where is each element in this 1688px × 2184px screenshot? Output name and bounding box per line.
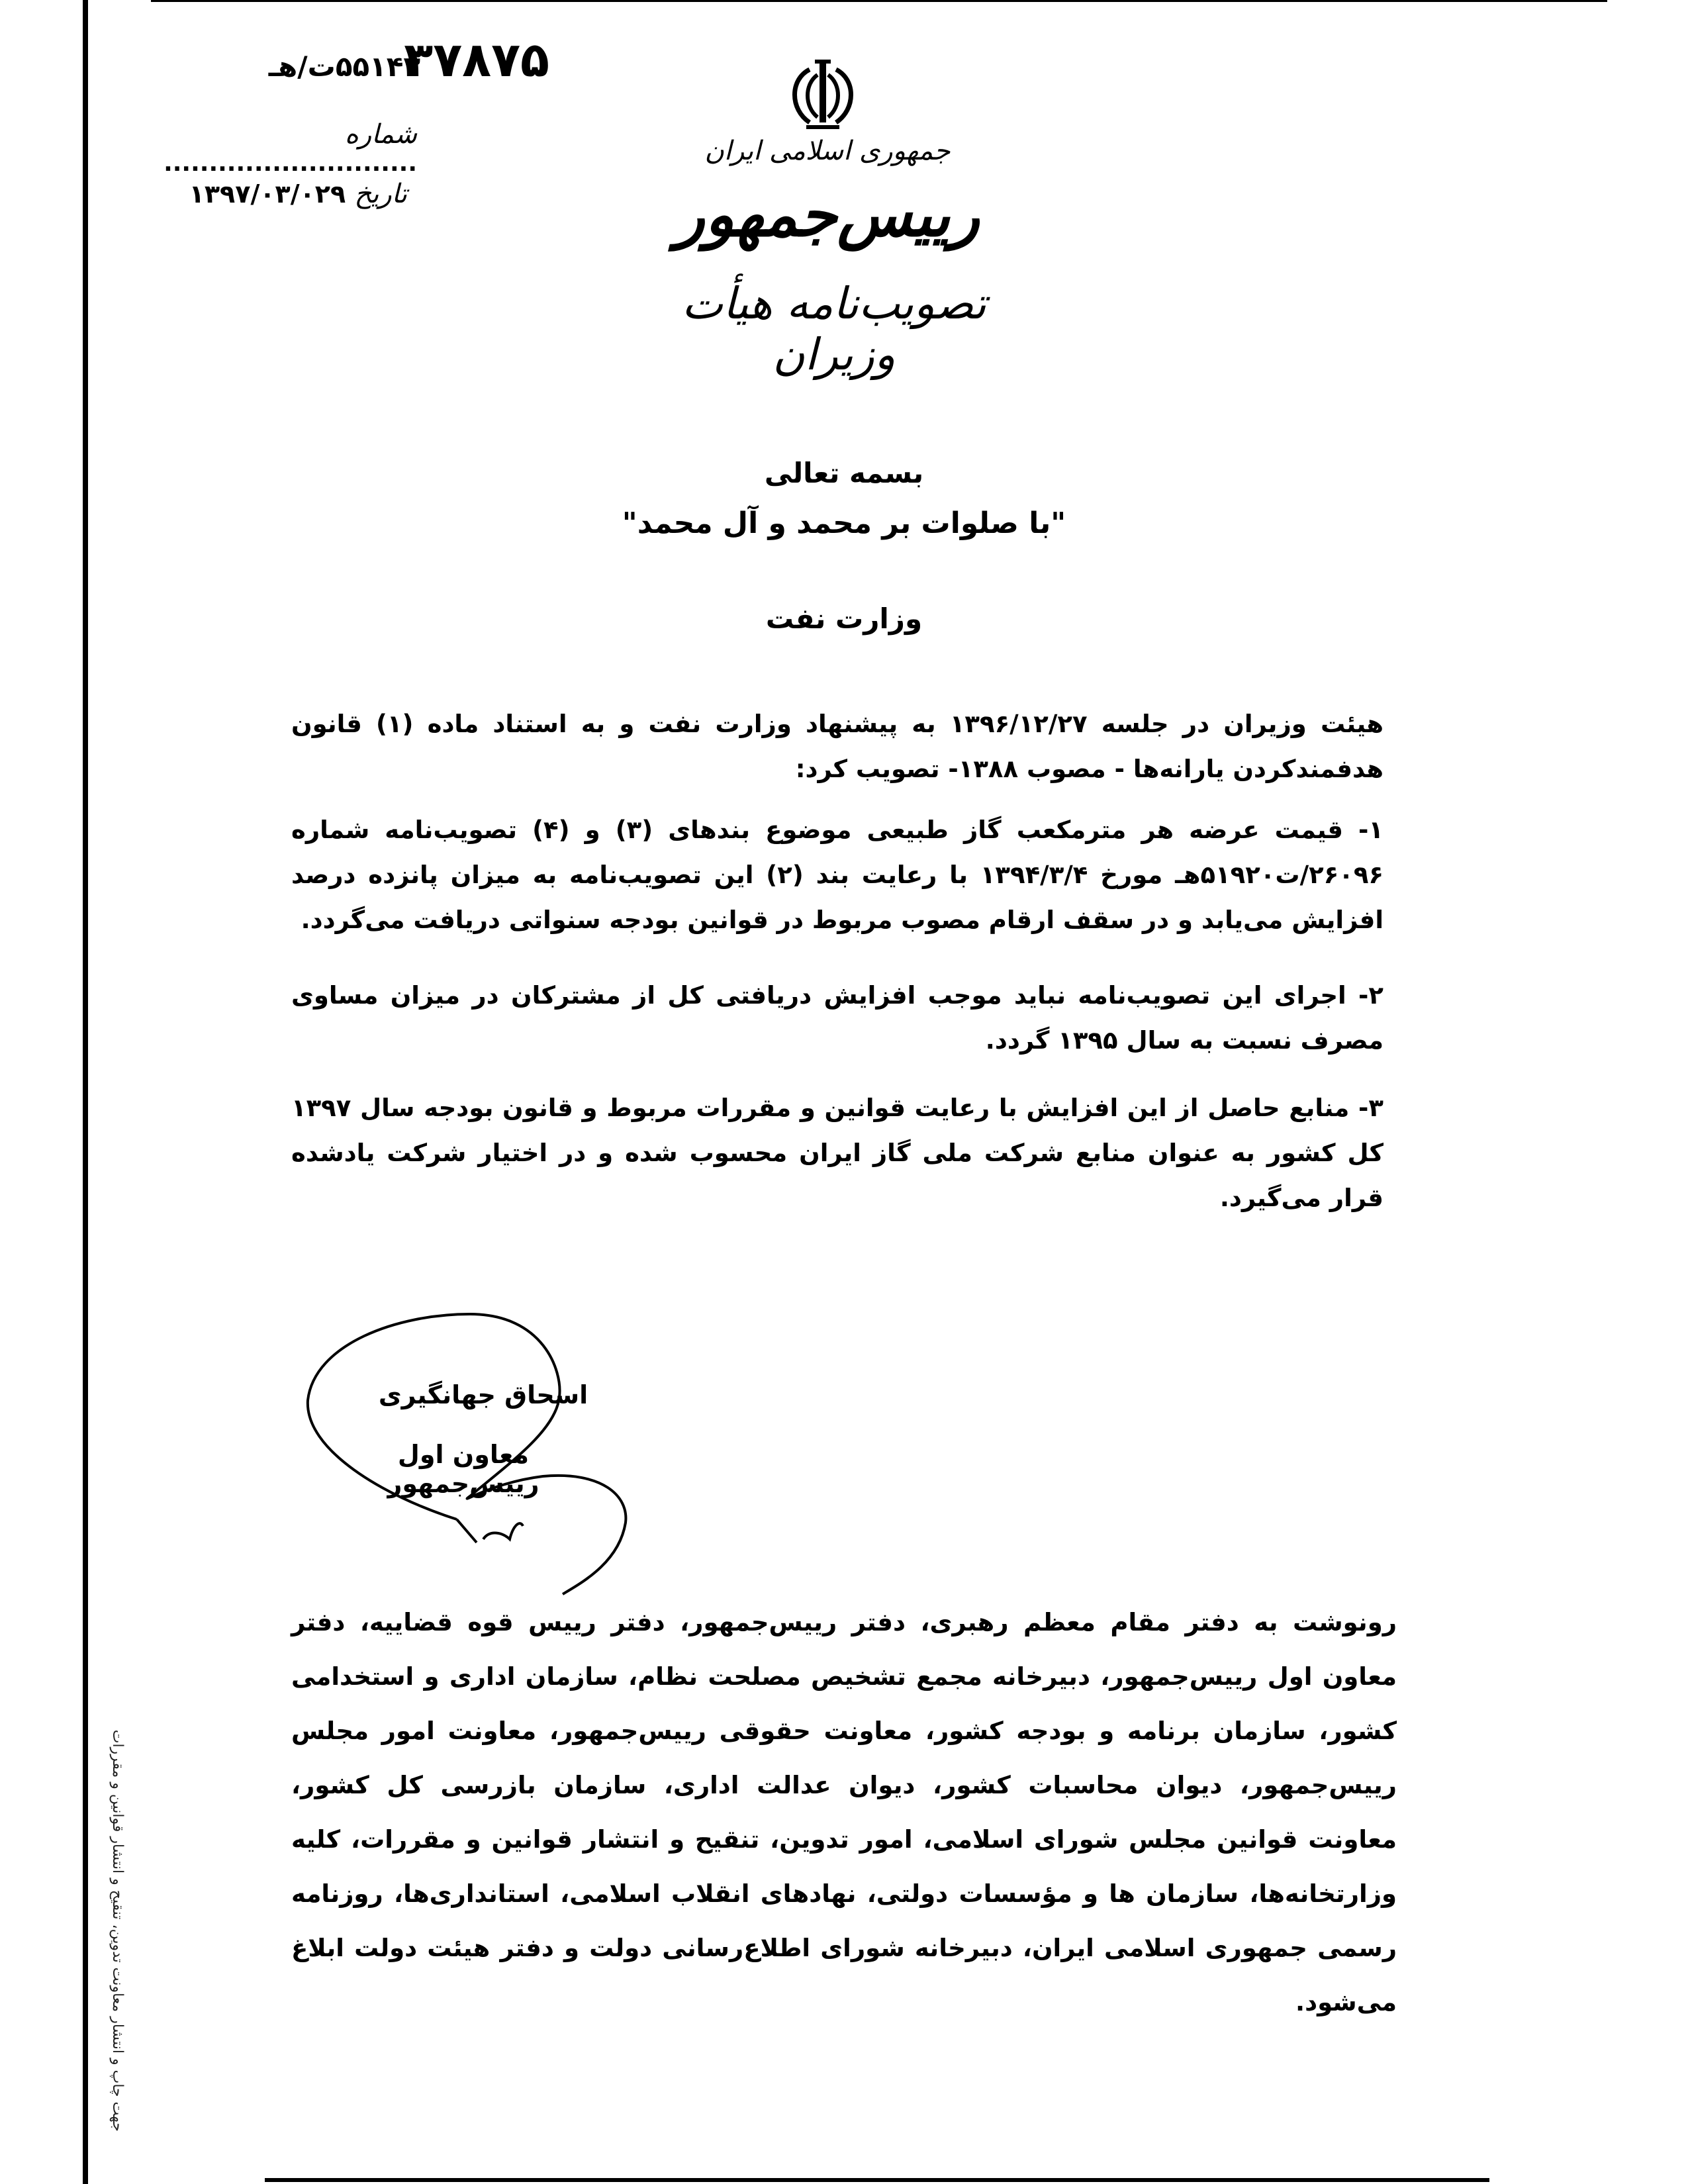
page-border-bottom xyxy=(265,2178,1489,2182)
signature-block xyxy=(291,1298,741,1595)
carbon-copy-list: رونوشت به دفتر مقام معظم رهبری، دفتر رییس‌جمهور، دفتر رییس قوه قضاییه، دفتر معاون اول رییس‌جمهور، دبیرخانه مجمع تشخیص مصلحت نظام، سازمان اداری و استخدامی کشور، سازمان برنامه و بودجه کشور، معاونت حقوقی رییس‌جمهور، معاونت امور مجلس رییس‌جمهور، دیوان محاسبات کشور، دیوان عدالت اداری، سازمان بازرسی کل کشور، معاونت قوانین مجلس شورای اسلامی، امور تدوین، تنقیح و انتشار قوانین و مقررات، کلیه وزارتخانه‌ها، سازمان ها و مؤسسات دولتی، نهادهای انقلاب اسلامی، استانداری‌ها، روزنامه رسمی جمهوری اسلامی ایران، دبیرخانه شورای اطلاع‌رسانی دولت و دفتر هیئت دولت ابلاغ می‌شود. xyxy=(291,1608,1397,2017)
addressee-heading: وزارت نفت xyxy=(765,602,923,635)
signatory-name: اسحاق جهانگیری xyxy=(378,1380,588,1409)
clause-1: ۱- قیمت عرضه هر مترمکعب گاز طبیعی موضوع بندهای (۳) و (۴) تصویب‌نامه شماره ۲۶۰۹۶/ت۵۱۹۲۰هـ مورخ ۱۳۹۴/۳/۴ با رعایت بند (۲) این تصویب‌نامه به میزان پانزده درصد افزایش می‌یابد و در سقف ارقام مصوب مربوط در قوانین بودجه سنواتی دریافت می‌گردد. xyxy=(291,816,1384,934)
letterhead-country: جمهوری اسلامی ایران xyxy=(704,136,951,166)
reference-code: ۵۵۱۴۳ت/هـ xyxy=(268,50,420,83)
page-border-top xyxy=(151,0,1607,2)
heading-bismillah: بسمه تعالی xyxy=(764,457,924,489)
number-field xyxy=(164,119,417,177)
date-value: ۱۳۹۷/۰۳/۰۲۹ xyxy=(189,179,346,209)
clause-3: ۳- منابع حاصل از این افزایش با رعایت قوانین و مقررات مربوط و قانون بودجه سال ۱۳۹۷ کل کشور به عنوان منابع شرکت ملی گاز ایران محسوب شده و در اختیار شرکت یادشده قرار می‌گیرد. xyxy=(291,1094,1383,1212)
heading-salawat: "با صلوات بر محمد و آل محمد" xyxy=(622,506,1066,540)
date-field xyxy=(175,179,407,209)
page-border-left xyxy=(83,0,88,2184)
number-label: شماره xyxy=(344,119,417,150)
registration-stamp-number: ۳۷۸۷۵ xyxy=(404,32,549,87)
signatory-title: معاون اول رییس‌جمهور xyxy=(387,1440,539,1498)
margin-stamp-note: جهت چاپ و انتشار معاونت تدوین، تنقیح و انتشار قوانین و مقررات xyxy=(109,1729,126,2132)
intro-paragraph: هیئت وزیران در جلسه ۱۳۹۶/۱۲/۲۷ به پیشنهاد وزارت نفت و به استناد ماده (۱) قانون هدفمندکردن یارانه‌ها - مصوب ۱۳۸۸- تصویب کرد: xyxy=(291,710,1383,783)
letterhead-document-type: تصویب‌نامه هیأت وزیران xyxy=(681,278,987,380)
clause-2: ۲- اجرای این تصویب‌نامه نباید موجب افزایش دریافتی کل از مشترکان در میزان مساوی مصرف نسبت به سال ۱۳۹۵ گردد. xyxy=(291,981,1383,1055)
letterhead-office: رییس‌جمهور xyxy=(675,179,980,250)
number-value: ............................ xyxy=(164,150,417,177)
reference-number-block xyxy=(218,32,549,85)
iran-emblem-icon xyxy=(783,56,863,132)
date-label: تاریخ xyxy=(354,179,407,209)
